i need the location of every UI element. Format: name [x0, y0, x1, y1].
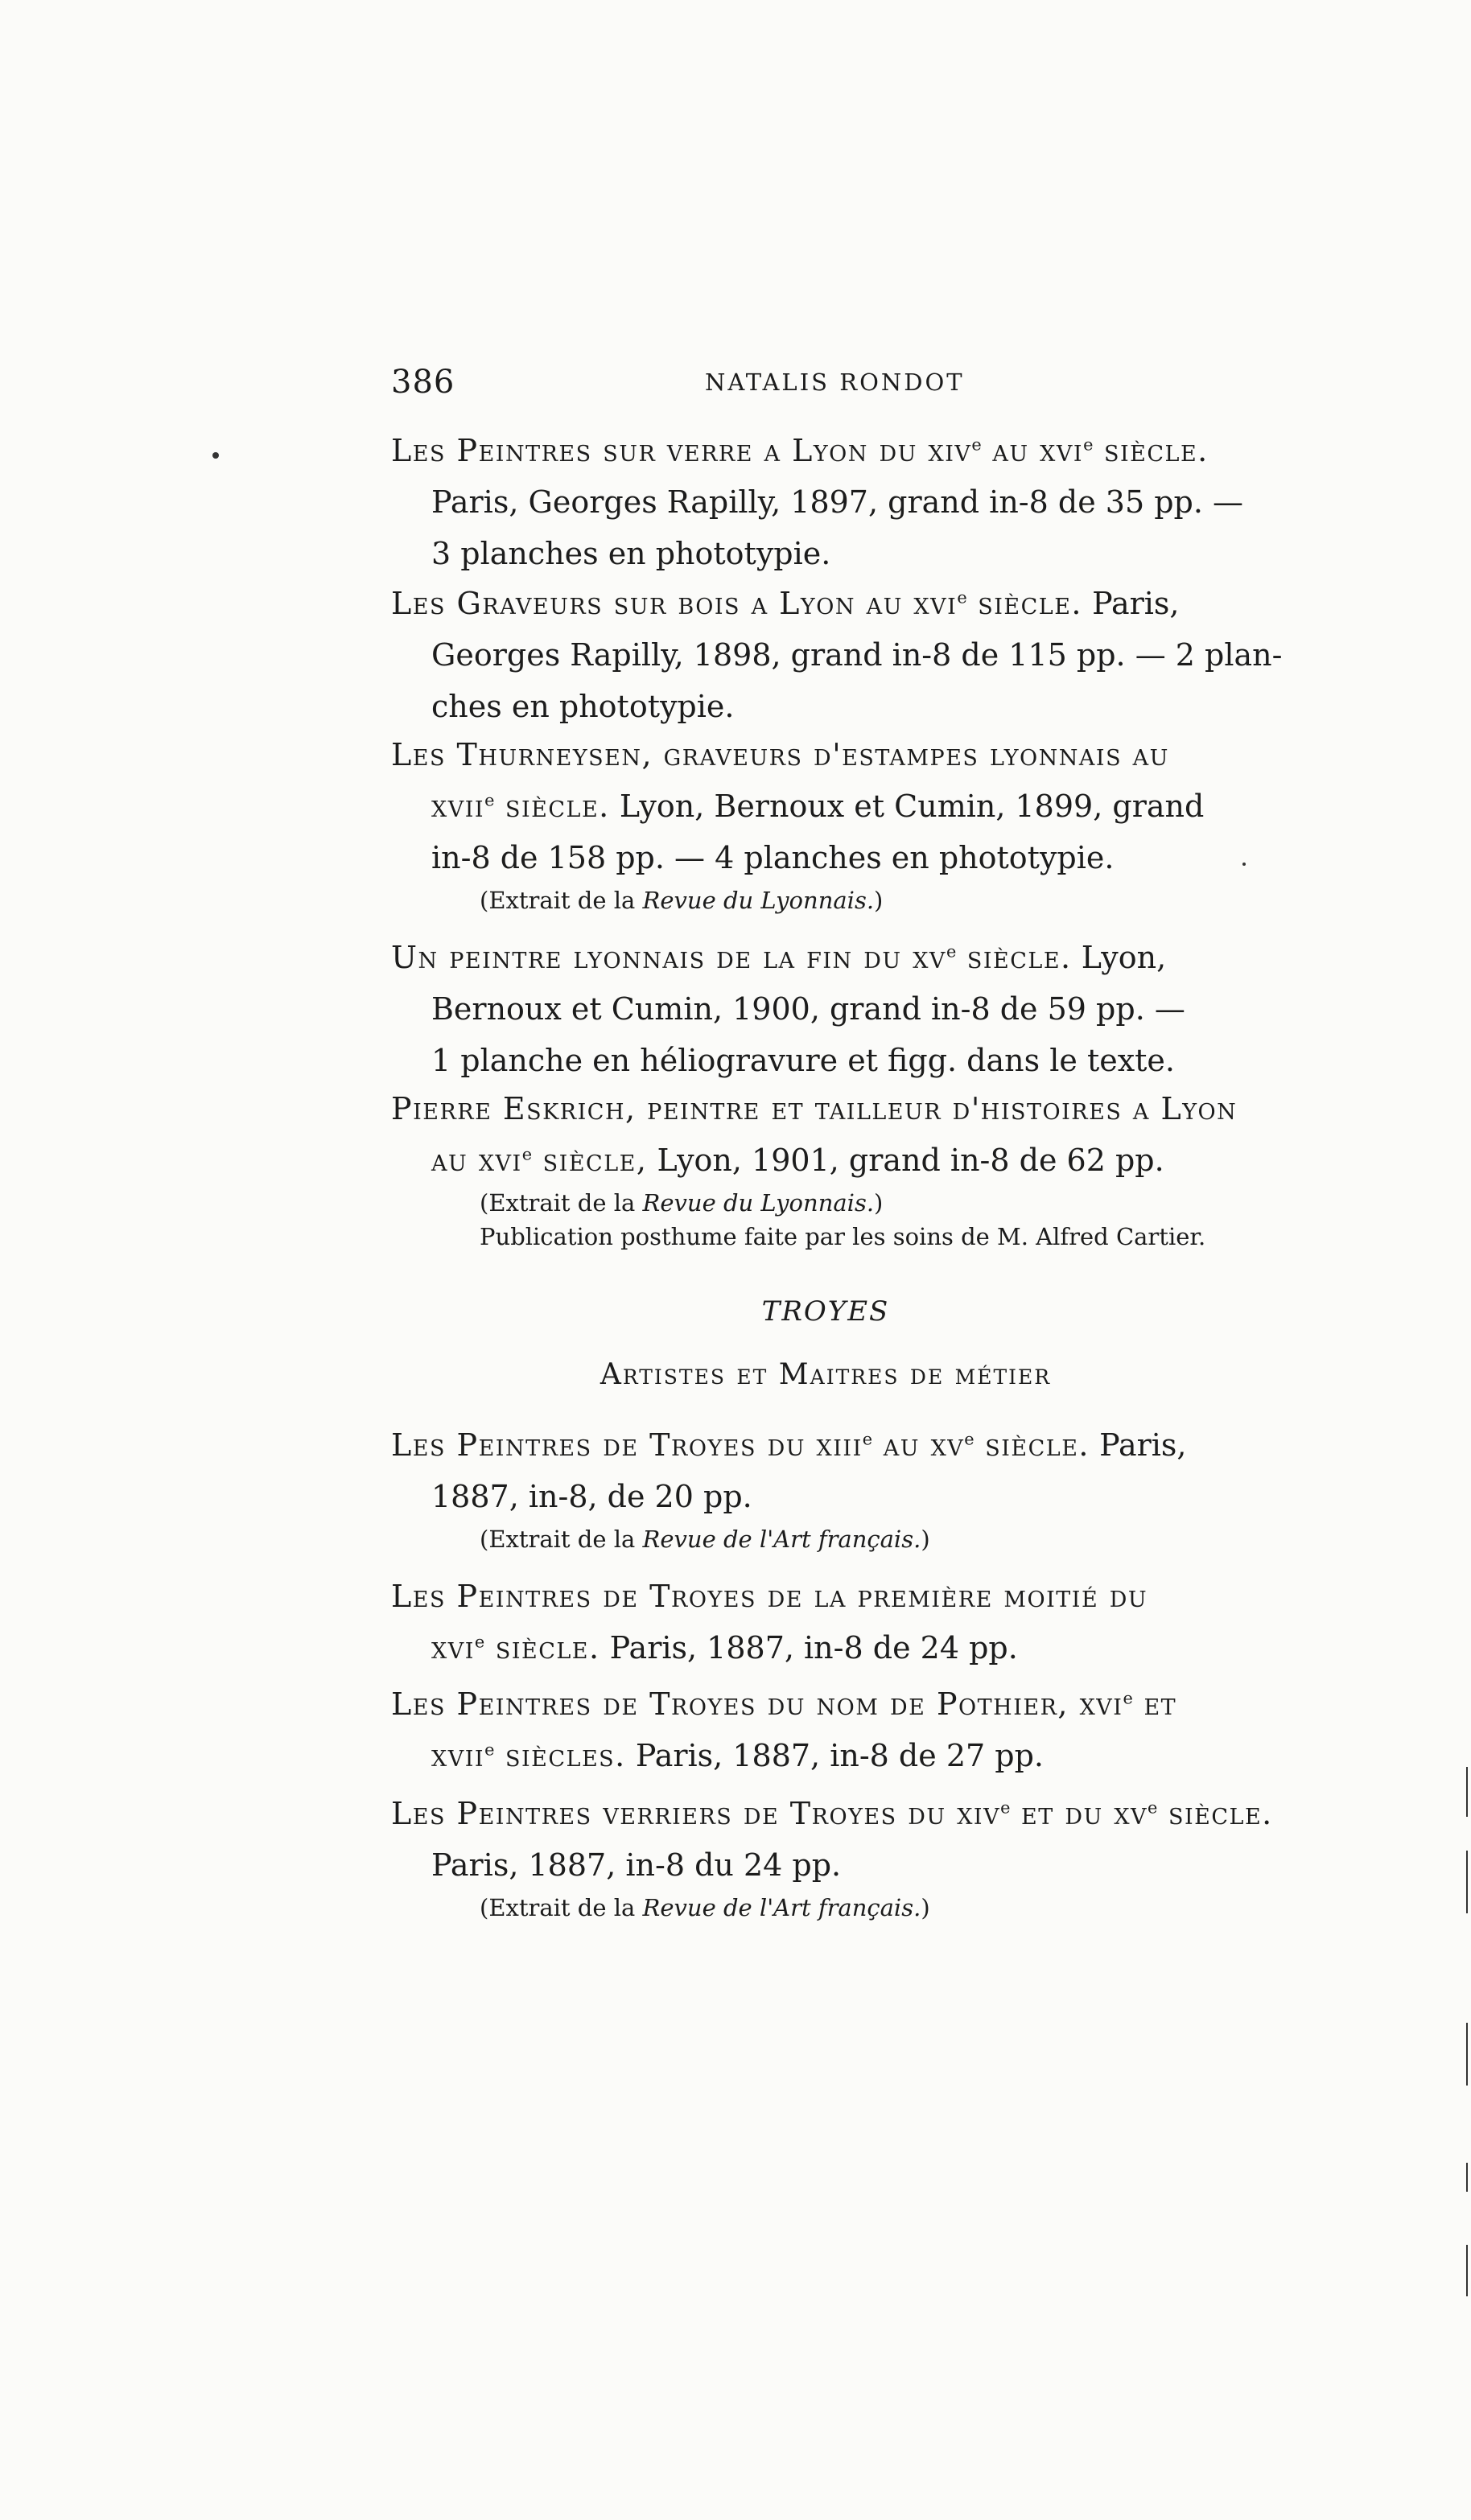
scan-line — [1466, 2245, 1468, 2296]
entry-details: in-8 de 158 pp. — 4 planches en phototypie. — [431, 840, 1115, 875]
scan-dot — [1242, 863, 1246, 866]
entry-details: 1887, in-8, de 20 pp. — [431, 1479, 752, 1514]
page-number: 386 — [391, 364, 455, 401]
bibliography-entry: Les Peintres sur verre a Lyon du xiv$^e$ au xvi$^e$ siècle. Paris, Georges Rapilly, 1897, grand in-8 de 35 pp. — 3 planches en phototypie. — [391, 425, 1260, 579]
running-head: NATALIS RONDOT — [705, 369, 965, 396]
entry-details: Georges Rapilly, 1898, grand in-8 de 115 pp. — 2 plan- — [431, 637, 1283, 673]
entry-note: (Extrait de la Revue de l'Art français.) — [480, 1894, 930, 1921]
scan-line — [1466, 2023, 1468, 2086]
entry-note: (Extrait de la Revue de l'Art français.) — [480, 1526, 930, 1553]
entry-details: Paris, 1887, in-8 du 24 pp. — [431, 1847, 842, 1883]
entry-title: Pierre Eskrich, peintre et tailleur d'histoires a Lyon — [391, 1091, 1238, 1126]
entry-title: Les Peintres de Troyes de la première moitié du — [391, 1579, 1148, 1614]
entry-title: Les Peintres de Troyes du xiii — [391, 1427, 863, 1463]
entry-title: Les Peintres de Troyes du nom de Pothier, xvi — [391, 1686, 1123, 1722]
entry-note: (Extrait de la Revue du Lyonnais.) — [480, 1189, 884, 1217]
section-subtitle: Artistes et Maitres de métier — [600, 1358, 1052, 1391]
entry-details: 1 planche en héliogravure et figg. dans le texte. — [431, 1043, 1175, 1078]
bibliography-entry: Les Peintres verriers de Troyes du xiv$^e$ et du $xv^e$ siècle. Paris, 1887, in-8 du 24 pp. (Extrait de la Revue de l'Art français.) — [391, 1788, 1260, 1925]
scan-line — [1466, 1767, 1468, 1817]
entry-title: Les Peintres sur verre a Lyon du xiv — [391, 433, 972, 468]
bibliography-entry: Les Peintres de Troyes du nom de Pothier, xvi$^e$ et xvii$^e$ siècles. Paris, 1887, in-8 de 27 pp. — [391, 1686, 1177, 1773]
scan-line — [1466, 1851, 1468, 1913]
bibliography-entry: Les Peintres de Troyes de la première moitié du xvi$^e$ siècle. Paris, 1887, in-8 de 24 pp. — [391, 1579, 1148, 1666]
entry-details: Paris, Georges Rapilly, 1897, grand in-8 de 35 pp. — — [431, 484, 1244, 520]
bibliography-entry: Les Thurneysen, graveurs d'estampes lyonnais au xvii$^e$ siècle. Lyon, Bernoux et Cumin, 1899, grand in-8 de 158 pp. — 4 planches en phototypie. (Extrait de la Revue du Lyonnais.) — [391, 729, 1260, 917]
bibliography-entry: Pierre Eskrich, peintre et tailleur d'histoires a Lyon au xvi$^e$ siècle, Lyon, 1901, grand in-8 de 62 pp. (Extrait de la Revue du Lyonnais.) Publication posthume faite par les soins de M. Alfred Cartier. — [391, 1083, 1260, 1254]
entry-details: Bernoux et Cumin, 1900, grand in-8 de 59 pp. — — [431, 991, 1185, 1027]
bibliography-entry: Les Graveurs sur bois a Lyon au xvi$^e$ siècle. Paris, Georges Rapilly, 1898, grand in-8 de 115 pp. — 2 plan- ches en phototypie. — [391, 578, 1260, 732]
entry-note: (Extrait de la Revue du Lyonnais.) — [480, 887, 884, 914]
scan-line — [1466, 2163, 1468, 2192]
entry-title: Les Peintres verriers de Troyes du xiv — [391, 1796, 1001, 1831]
entry-title: Un peintre lyonnais de la fin du xv — [391, 940, 946, 975]
entry-details: 3 planches en phototypie. — [431, 536, 831, 571]
page-header — [391, 364, 1260, 412]
entry-title: Les Graveurs sur bois a Lyon au xvi — [391, 586, 958, 621]
bibliography-entry: Un peintre lyonnais de la fin du $xv^e$ siècle. Lyon, Bernoux et Cumin, 1900, grand in-8 de 59 pp. — 1 planche en héliogravure et figg. dans le texte. — [391, 932, 1260, 1086]
entry-note: Publication posthume faite par les soins de M. Alfred Cartier. — [480, 1223, 1206, 1250]
entry-details: ches en phototypie. — [431, 689, 735, 724]
section-title: TROYES — [761, 1295, 890, 1328]
bibliography-entry: Les Peintres de Troyes du xiii$^e$ au $xv^e$ siècle. Paris, 1887, in-8, de 20 pp. (Extrait de la Revue de l'Art français.) — [391, 1419, 1260, 1556]
entry-title: Les Thurneysen, graveurs d'estampes lyonnais au — [391, 737, 1169, 772]
scan-dot — [212, 452, 219, 459]
